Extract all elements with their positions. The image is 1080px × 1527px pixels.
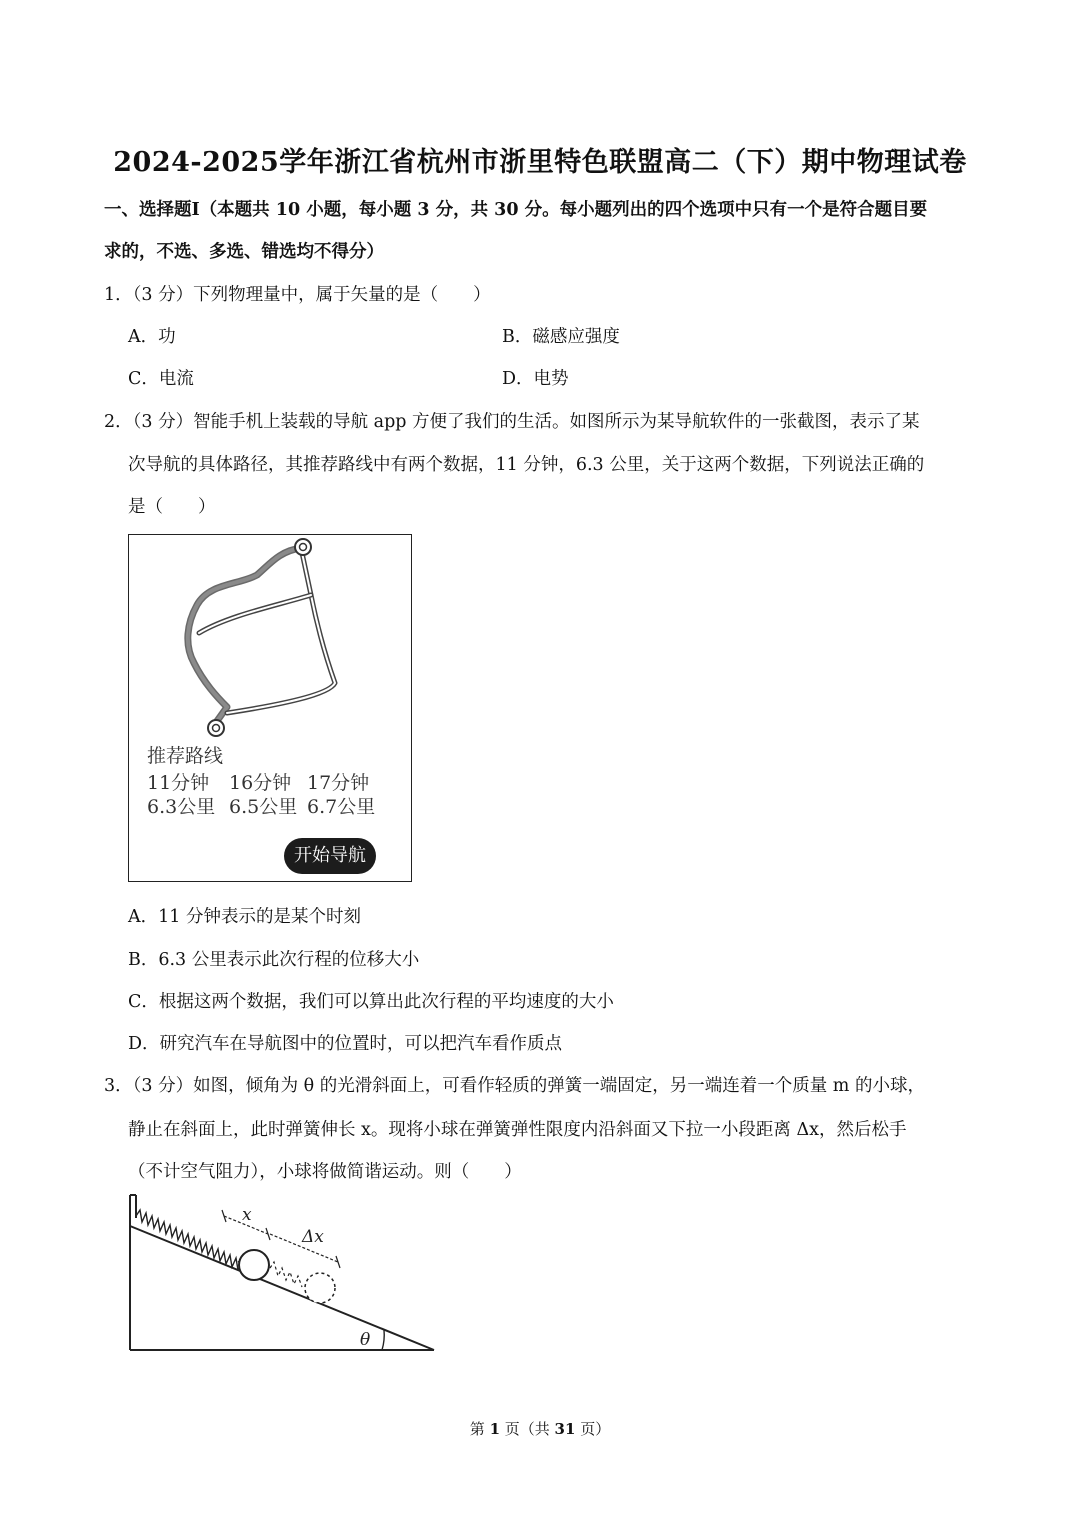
q1-option-c: C．电流 (128, 369, 194, 389)
q1-option-a: A．功 (128, 327, 176, 347)
footer-middle: 页（共 (500, 1420, 555, 1438)
footer-total-pages: 31 (554, 1420, 576, 1438)
q2-option-d: D．研究汽车在导航图中的位置时，可以把汽车看作质点 (128, 1034, 563, 1054)
incline-spring-figure (120, 1190, 450, 1360)
route-distance-3: 6.7公里 (307, 796, 376, 818)
footer-page-number: 1 (489, 1420, 500, 1438)
q2-stem-line3: 是（ ） (128, 497, 216, 517)
start-navigation-button: 开始导航 (284, 838, 376, 874)
route-time-1: 11分钟 (147, 772, 210, 794)
label-theta: θ (360, 1330, 371, 1350)
footer-prefix: 第 (469, 1420, 490, 1438)
q2-stem-line2: 次导航的具体路径，其推荐路线中有两个数据，11 分钟，6.3 公里，关于这两个数据，下列说法正确的 (128, 455, 925, 475)
q1-option-b: B．磁感应强度 (502, 327, 620, 347)
page-title: 2024-2025学年浙江省杭州市浙里特色联盟高二（下）期中物理试卷 (113, 147, 967, 178)
q3-stem-line2: 静止在斜面上，此时弹簧伸长 x。现将小球在弹簧弹性限度内沿斜面又下拉一小段距离 Δx，然后松手 (128, 1120, 907, 1140)
route-map-drawing (129, 535, 413, 883)
navigation-screenshot-figure (128, 534, 412, 882)
q3-stem-line1: 3．（3 分）如图，倾角为 θ 的光滑斜面上，可看作轻质的弹簧一端固定，另一端连着一个质量 m 的小球， (104, 1076, 925, 1096)
recommended-route-heading: 推荐路线 (147, 745, 224, 767)
label-x: x (242, 1205, 252, 1225)
q1-option-d: D．电势 (502, 369, 569, 389)
route-time-3: 17分钟 (307, 772, 370, 794)
section-heading-line2: 求的，不选、多选、错选均不得分） (104, 242, 384, 262)
q2-option-a: A．11 分钟表示的是某个时刻 (128, 907, 361, 927)
q2-option-c: C．根据这两个数据，我们可以算出此次行程的平均速度的大小 (128, 992, 614, 1012)
q1-stem: 1．（3 分）下列物理量中，属于矢量的是（ ） (104, 285, 491, 305)
label-delta-x: Δx (302, 1227, 324, 1247)
q2-option-b: B．6.3 公里表示此次行程的位移大小 (128, 950, 420, 970)
q2-stem-line1: 2．（3 分）智能手机上装载的导航 app 方便了我们的生活。如图所示为某导航软件的一张截图，表示了某 (104, 412, 920, 432)
q3-stem-line3: （不计空气阻力），小球将做简谐运动。则（ ） (128, 1162, 522, 1182)
page-footer (0, 1418, 1080, 1439)
footer-suffix: 页） (575, 1420, 611, 1438)
section-heading-line1: 一、选择题Ⅰ（本题共 10 小题，每小题 3 分，共 30 分。每小题列出的四个选项中只有一个是符合题目要 (104, 200, 928, 220)
route-time-2: 16分钟 (229, 772, 292, 794)
route-distance-1: 6.3公里 (147, 796, 216, 818)
route-distance-2: 6.5公里 (229, 796, 298, 818)
